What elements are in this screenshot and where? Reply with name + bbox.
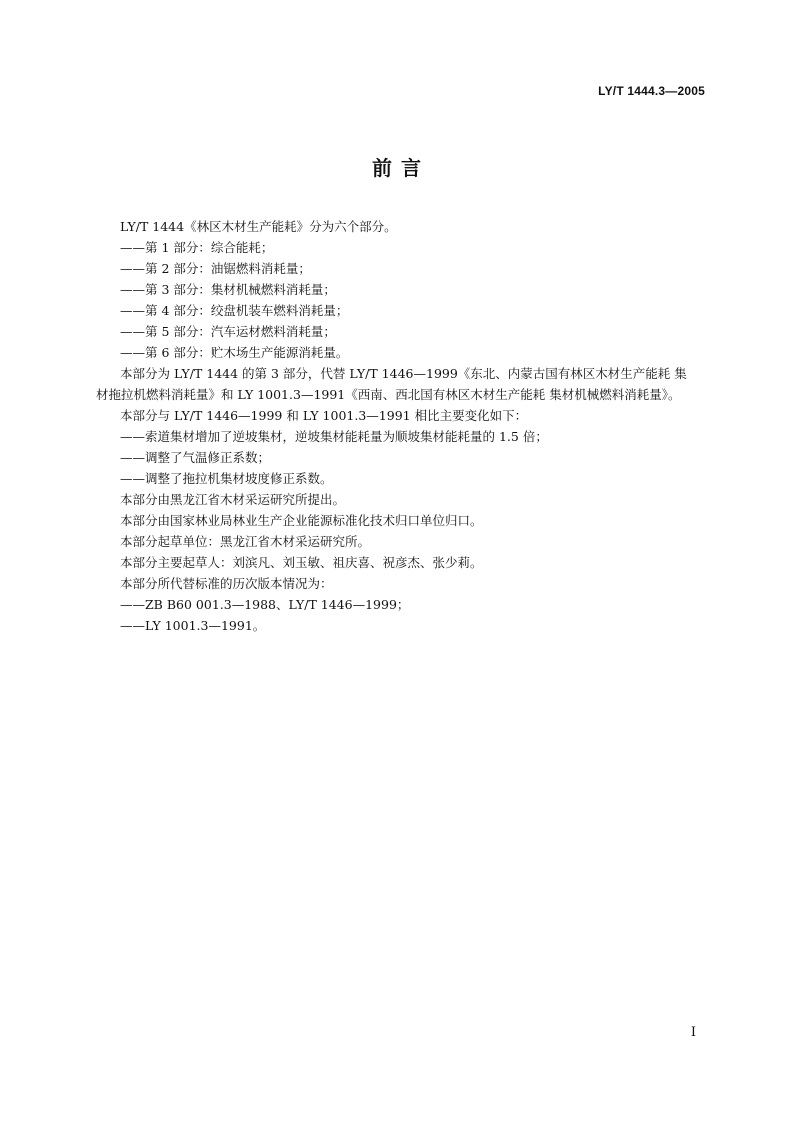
standard-code: LY/T 1444.3—2005 — [598, 84, 705, 98]
list-item-part-6: ——第 6 部分：贮木场生产能源消耗量。 — [120, 345, 349, 360]
paragraph-replacement-line-2: 材拖拉机燃料消耗量》和 LY 1001.3—1991《西南、西北国有林区木材生产能耗 集材机械燃料消耗量》。 — [96, 387, 681, 402]
paragraph-changes-intro: 本部分与 LY/T 1446—1999 和 LY 1001.3—1991 相比主要变化如下： — [120, 408, 528, 423]
page-title: 前 言 — [372, 156, 422, 180]
list-item-part-2: ——第 2 部分：油锯燃料消耗量； — [120, 261, 311, 276]
page-number: I — [690, 1025, 696, 1040]
list-item-part-5: ——第 5 部分：汽车运材燃料消耗量； — [120, 324, 336, 339]
foreword-body — [96, 216, 704, 636]
list-item-part-1: ——第 1 部分：综合能耗； — [120, 240, 274, 255]
list-item-history-1: ——ZB B60 001.3—1988、LY/T 1446—1999； — [120, 597, 410, 612]
list-item-change-3: ——调整了拖拉机集材坡度修正系数。 — [120, 471, 333, 486]
paragraph-centralized: 本部分由国家林业局林业生产企业能源标准化技术归口单位归口。 — [120, 513, 483, 528]
list-item-part-4: ——第 4 部分：绞盘机装车燃料消耗量； — [120, 303, 349, 318]
paragraph-proposer: 本部分由黑龙江省木材采运研究所提出。 — [120, 492, 346, 507]
list-item-part-3: ——第 3 部分：集材机械燃料消耗量； — [120, 282, 336, 297]
paragraph-intro: LY/T 1444《林区木材生产能耗》分为六个部分。 — [120, 219, 397, 234]
list-item-change-1: ——索道集材增加了逆坡集材，逆坡集材能耗量为顺坡集材能耗量的 1.5 倍； — [120, 429, 548, 444]
paragraph-drafting-unit: 本部分起草单位：黑龙江省木材采运研究所。 — [120, 534, 371, 549]
list-item-change-2: ——调整了气温修正系数； — [120, 450, 271, 465]
list-item-history-2: ——LY 1001.3—1991。 — [120, 618, 266, 633]
paragraph-history-intro: 本部分所代替标准的历次版本情况为： — [120, 576, 333, 591]
paragraph-replacement-line-1: 本部分为 LY/T 1444 的第 3 部分，代替 LY/T 1446—1999《东北、内蒙古国有林区木材生产能耗 集 — [120, 366, 687, 381]
paragraph-drafters: 本部分主要起草人：刘滨凡、刘玉敏、祖庆喜、祝彦杰、张少莉。 — [120, 555, 483, 570]
